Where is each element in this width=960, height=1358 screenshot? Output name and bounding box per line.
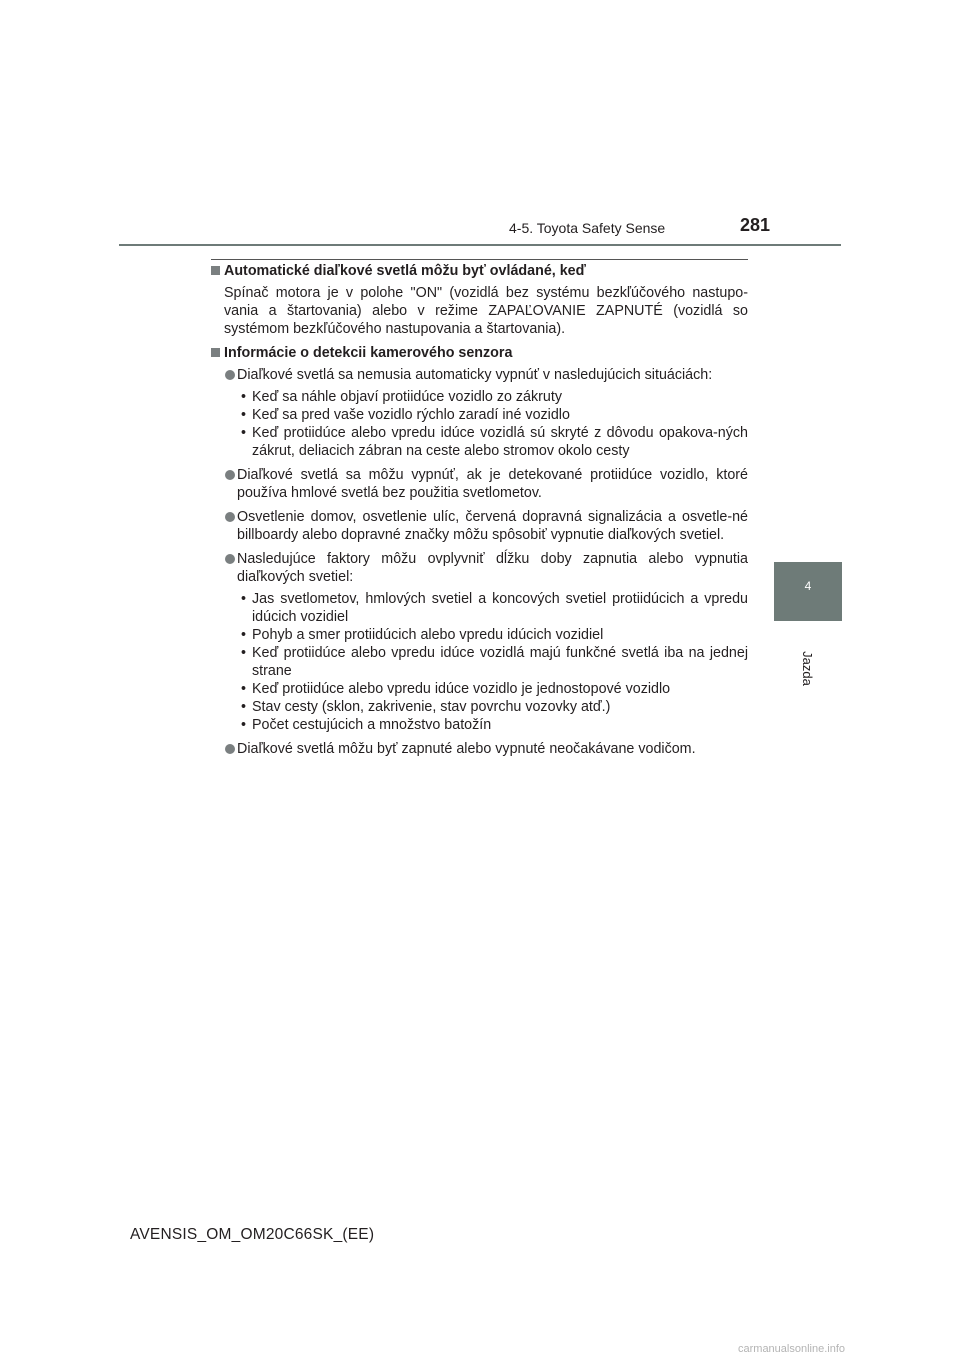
section-body-text: Spínač motora je v polohe "ON" (vozidlá bez systému bezkľúčového nastupo-vania a štartovania) alebo v režime ZAPAĽOVANIE ZAPNUTÉ (vozidlá so systémom bezkľúčového nastupovania a štartovania).	[224, 285, 748, 337]
bullet-item	[211, 740, 748, 758]
circle-bullet-icon	[225, 554, 235, 564]
chapter-title-vertical	[787, 648, 827, 688]
sub-list-item: • Jas svetlometov, hmlových svetiel a koncových svetiel protiidúcich a vpredu idúcich vozidiel	[237, 590, 748, 626]
bullet-text: Nasledujúce faktory môžu ovplyvniť dĺžku doby zapnutia alebo vypnutia diaľkových svetiel:	[237, 551, 748, 585]
section-auto-high-beam-conditions	[211, 262, 748, 338]
square-bullet-icon	[211, 266, 220, 275]
section-camera-detection-info	[211, 344, 748, 758]
circle-bullet-icon	[225, 370, 235, 380]
bullet-item	[211, 550, 748, 734]
chapter-number: 4	[804, 579, 812, 593]
page-number: 281	[740, 215, 771, 235]
sub-list-item: • Keď protiidúce alebo vpredu idúce vozidlá majú funkčné svetlá iba na jednej strane	[237, 644, 748, 680]
chapter-title: Jazda	[799, 650, 815, 686]
content-top-rule	[211, 259, 748, 260]
sub-list	[237, 388, 748, 460]
sub-list-item: • Keď protiidúce alebo vpredu idúce vozidlá sú skryté z dôvodu opakova-ných zákrut, deliacich zábran na ceste alebo stromov okolo cesty	[237, 424, 748, 460]
circle-bullet-icon	[225, 512, 235, 522]
bullet-text: Osvetlenie domov, osvetlenie ulíc, červená dopravná signalizácia a osvetle-né billboardy alebo dopravné značky môžu spôsobiť vypnutie diaľkových svetiel.	[237, 509, 748, 543]
sub-list-item: • Keď sa náhle objaví protiidúce vozidlo zo zákruty	[237, 388, 748, 406]
sub-list	[237, 590, 748, 734]
sub-list-item: • Keď sa pred vaše vozidlo rýchlo zaradí iné vozidlo	[237, 406, 748, 424]
document-code: AVENSIS_OM_OM20C66SK_(EE)	[130, 1226, 375, 1243]
bullet-item	[211, 508, 748, 544]
circle-bullet-icon	[225, 744, 235, 754]
sub-list-item: • Keď protiidúce alebo vpredu idúce vozidlo je jednostopové vozidlo	[237, 680, 748, 698]
sub-list-item: • Počet cestujúcich a množstvo batožín	[237, 716, 748, 734]
sub-list-item: • Pohyb a smer protiidúcich alebo vpredu idúcich vozidiel	[237, 626, 748, 644]
bullet-text: Diaľkové svetlá sa nemusia automaticky vypnúť v nasledujúcich situáciách:	[237, 367, 713, 383]
header-divider	[119, 244, 841, 246]
bullet-item	[211, 366, 748, 460]
sub-list-item: • Stav cesty (sklon, zakrivenie, stav povrchu vozovky atď.)	[237, 698, 748, 716]
section-heading	[211, 262, 748, 280]
bullet-text: Diaľkové svetlá sa môžu vypnúť, ak je detekované protiidúce vozidlo, ktoré používa hmlové svetlá bez použitia svetlometov.	[237, 467, 748, 501]
bullet-item	[211, 466, 748, 502]
circle-bullet-icon	[225, 470, 235, 480]
section-heading-text: Automatické diaľkové svetlá môžu byť ovládané, keď	[224, 263, 586, 279]
chapter-tab	[774, 562, 842, 621]
section-heading	[211, 344, 748, 362]
header-section-title: 4-5. Toyota Safety Sense	[509, 220, 666, 236]
main-content	[211, 262, 748, 764]
section-heading-text: Informácie o detekcii kamerového senzora	[224, 345, 513, 361]
watermark-text: carmanualsonline.info	[738, 1343, 846, 1355]
bullet-text: Diaľkové svetlá môžu byť zapnuté alebo vypnuté neočakávane vodičom.	[237, 741, 696, 757]
square-bullet-icon	[211, 348, 220, 357]
